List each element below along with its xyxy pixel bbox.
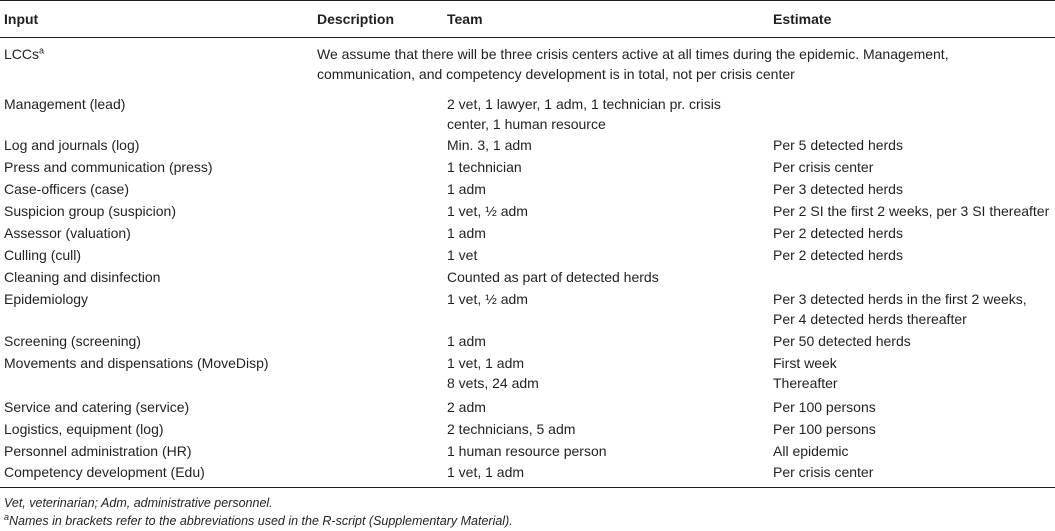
cell-team: 1 vet, 1 adm bbox=[447, 355, 525, 371]
cell-team: 1 vet, ½ adm bbox=[447, 203, 528, 219]
cell-team: 2 vet, 1 lawyer, 1 adm, 1 technician pr. crisis bbox=[447, 96, 721, 112]
cell-team: Min. 3, 1 adm bbox=[447, 137, 532, 153]
cell-team: 1 vet, ½ adm bbox=[447, 291, 528, 307]
cell-input: Culling (cull) bbox=[4, 247, 82, 263]
cell-estimate: Per 5 detected herds bbox=[773, 137, 903, 153]
cell-estimate: Per 2 detected herds bbox=[773, 247, 903, 263]
cell-input: Case-officers (case) bbox=[4, 181, 130, 197]
cell-input: Logistics, equipment (log) bbox=[4, 421, 164, 437]
cell-estimate: Per 3 detected herds bbox=[773, 181, 903, 197]
cell-team: 1 vet bbox=[447, 247, 478, 263]
cell-estimate: Per 3 detected herds in the first 2 weeks, bbox=[773, 291, 1027, 307]
cell-team: 1 adm bbox=[447, 333, 486, 349]
footnote-abbreviations: Vet, veterinarian; Adm, administrative personnel. bbox=[4, 496, 273, 510]
cell-input: Press and communication (press) bbox=[4, 159, 213, 175]
cell-team: 1 adm bbox=[447, 181, 486, 197]
cell-input: Cleaning and disinfection bbox=[4, 269, 161, 285]
cell-input: Log and journals (log) bbox=[4, 137, 140, 153]
table-header-rule bbox=[0, 37, 1055, 38]
cell-estimate: All epidemic bbox=[773, 443, 849, 459]
cell-input: Suspicion group (suspicion) bbox=[4, 203, 176, 219]
cell-team-cont: center, 1 human resource bbox=[447, 116, 606, 132]
footnote-marker: a bbox=[39, 45, 45, 56]
cell-team: 2 technicians, 5 adm bbox=[447, 421, 576, 437]
footnote-a bbox=[4, 513, 513, 529]
header-input: Input bbox=[4, 11, 39, 27]
cell-estimate: Per crisis center bbox=[773, 159, 874, 175]
cell-team: 1 technician bbox=[447, 159, 522, 175]
cell-estimate-cont: Per 4 detected herds thereafter bbox=[773, 311, 967, 327]
cell-estimate: Per 100 persons bbox=[773, 421, 876, 437]
cell-description: We assume that there will be three crisis centers active at all times during the epidemic. Management, bbox=[317, 46, 949, 62]
cell-input: Screening (screening) bbox=[4, 333, 141, 349]
cell-team: 1 adm bbox=[447, 225, 486, 241]
lccs-label: LCCs bbox=[4, 46, 40, 62]
cell-input: Personnel administration (HR) bbox=[4, 443, 192, 459]
header-team: Team bbox=[447, 11, 483, 27]
header-estimate: Estimate bbox=[773, 11, 832, 27]
cell-team: 2 adm bbox=[447, 399, 486, 415]
cell-input: Competency development (Edu) bbox=[4, 464, 205, 480]
cell-team: 1 vet, 1 adm bbox=[447, 464, 525, 480]
footnote-a-text: Names in brackets refer to the abbreviations used in the R-script (Supplementary Material). bbox=[9, 514, 513, 528]
footnote-marker: a bbox=[4, 511, 10, 522]
cell-estimate: Per 2 SI the first 2 weeks, per 3 SI thereafter bbox=[773, 203, 1050, 219]
cell-team: 1 human resource person bbox=[447, 443, 607, 459]
cell-input: Epidemiology bbox=[4, 291, 89, 307]
cell-input bbox=[4, 44, 44, 64]
cell-input: Management (lead) bbox=[4, 96, 126, 112]
cell-description-cont: communication, and competency development is in total, not per crisis center bbox=[317, 66, 795, 82]
cell-team-cont: 8 vets, 24 adm bbox=[447, 375, 539, 391]
cell-estimate: Per 2 detected herds bbox=[773, 225, 903, 241]
cell-estimate: Per crisis center bbox=[773, 464, 874, 480]
cell-estimate-cont: Thereafter bbox=[773, 375, 838, 391]
table-top-rule bbox=[0, 0, 1055, 1]
cell-input: Movements and dispensations (MoveDisp) bbox=[4, 355, 269, 371]
header-description: Description bbox=[317, 11, 395, 27]
cell-estimate: First week bbox=[773, 355, 837, 371]
cell-estimate: Per 50 detected herds bbox=[773, 333, 911, 349]
table-bottom-rule bbox=[0, 487, 1055, 488]
cell-estimate: Per 100 persons bbox=[773, 399, 876, 415]
cell-input: Assessor (valuation) bbox=[4, 225, 131, 241]
cell-team: Counted as part of detected herds bbox=[447, 269, 659, 285]
cell-input: Service and catering (service) bbox=[4, 399, 190, 415]
